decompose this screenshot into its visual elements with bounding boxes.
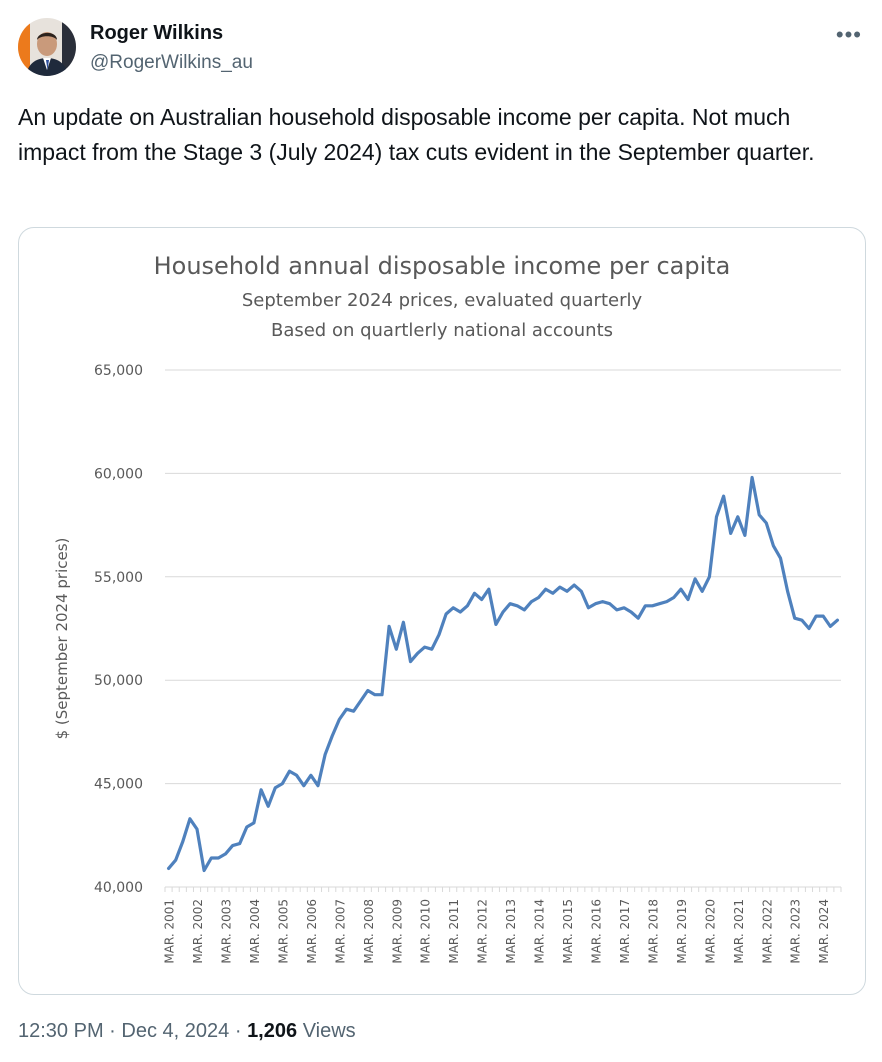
y-tick-label: 50,000 <box>94 673 143 690</box>
x-tick-label: MAR. 2007 <box>333 899 348 964</box>
x-tick-label: MAR. 2020 <box>703 899 718 964</box>
x-tick-label: MAR. 2002 <box>191 899 206 964</box>
author-handle[interactable]: @RogerWilkins_au <box>90 52 253 73</box>
y-tick-label: 40,000 <box>94 880 143 896</box>
y-tick-label: 60,000 <box>94 466 143 483</box>
chart-title: Household annual disposable income per capita <box>153 252 731 280</box>
x-tick-label: MAR. 2017 <box>617 899 632 964</box>
separator-dot: · <box>234 1020 242 1042</box>
tweet-time[interactable]: 12:30 PM <box>18 1020 104 1042</box>
line-chart <box>19 228 865 994</box>
x-tick-label: MAR. 2009 <box>390 899 405 964</box>
avatar-image <box>18 18 76 76</box>
series-line <box>169 478 838 871</box>
y-tick-label: 55,000 <box>94 569 143 586</box>
author-name[interactable]: Roger Wilkins <box>90 22 224 44</box>
x-tick-label: MAR. 2011 <box>447 899 462 964</box>
x-tick-label: MAR. 2016 <box>589 899 604 964</box>
chart-subtitle: Based on quartlerly national accounts <box>270 320 614 341</box>
x-tick-label: MAR. 2014 <box>532 899 547 964</box>
x-tick-label: MAR. 2018 <box>646 899 661 964</box>
x-tick-label: MAR. 2024 <box>817 899 832 964</box>
x-tick-label: MAR. 2012 <box>475 899 490 964</box>
x-tick-label: MAR. 2008 <box>361 899 376 964</box>
avatar[interactable] <box>18 18 76 76</box>
x-tick-label: MAR. 2010 <box>418 899 433 964</box>
x-tick-label: MAR. 2021 <box>731 899 746 964</box>
x-tick-label: MAR. 2004 <box>247 899 262 964</box>
views-count: 1,206 <box>247 1020 298 1042</box>
x-tick-label: MAR. 2015 <box>561 899 576 964</box>
y-tick-label: 65,000 <box>94 363 143 379</box>
x-tick-label: MAR. 2023 <box>788 899 803 964</box>
tweet-text: An update on Australian household disposable income per capita. Not much impact from the Stage 3 (July 2024) tax cuts evident in the September quarter. <box>18 104 815 165</box>
more-horizontal-icon[interactable]: ••• <box>835 22 862 47</box>
x-tick-label: MAR. 2019 <box>674 899 689 964</box>
x-tick-label: MAR. 2001 <box>162 899 177 964</box>
x-tick-label: MAR. 2005 <box>276 899 291 964</box>
tweet-date[interactable]: Dec 4, 2024 <box>121 1020 230 1042</box>
tweet-footer <box>18 1020 356 1043</box>
views-label: Views <box>302 1020 356 1042</box>
chart-subtitle: September 2024 prices, evaluated quarterly <box>241 290 643 311</box>
x-tick-label: MAR. 2013 <box>504 899 519 964</box>
y-axis-label: $ (September 2024 prices) <box>53 537 71 740</box>
x-tick-label: MAR. 2003 <box>219 899 234 964</box>
y-tick-label: 45,000 <box>94 776 143 793</box>
x-tick-label: MAR. 2022 <box>760 899 775 964</box>
x-tick-label: MAR. 2006 <box>304 899 319 964</box>
separator-dot: · <box>109 1020 116 1042</box>
chart-image-card[interactable] <box>18 227 866 995</box>
